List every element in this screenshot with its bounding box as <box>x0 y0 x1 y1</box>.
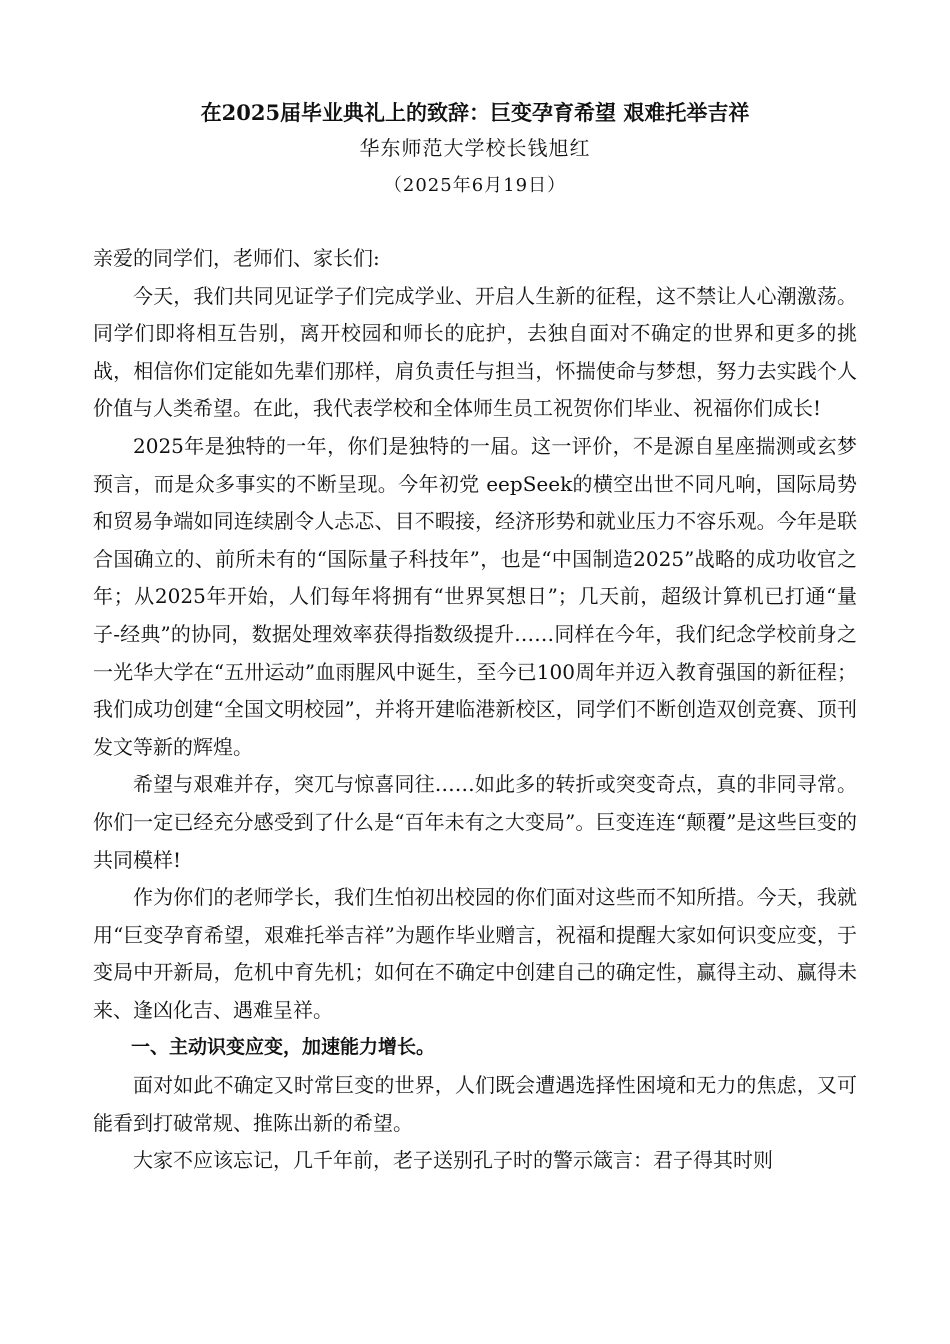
paragraph: 今天，我们共同见证学子们完成学业、开启人生新的征程，这不禁让人心潮激荡。同学们即将相互告别，离开校园和师长的庇护，去独自面对不确定的世界和更多的挑战，相信你们定能如先辈们那样，肩负责任与担当，怀揣使命与梦想，努力去实践个人价值与人类希望。在此，我代表学校和全体师生员工祝贺你们毕业、祝福你们成长! <box>93 283 857 421</box>
document-title: 在2025届毕业典礼上的致辞：巨变孕育希望 艰难托举吉祥 <box>200 100 750 125</box>
paragraph: 作为你们的老师学长，我们生怕初出校园的你们面对这些而不知所措。今天，我就用“巨变孕育希望，艰难托举吉祥”为题作毕业赠言，祝福和提醒大家如何识变应变，于变局中开新局，危机中育先机；如何在不确定中创建自己的确定性，赢得主动、赢得未来、逢凶化吉、遇难呈祥。 <box>93 885 857 1022</box>
paragraph: 大家不应该忘记，几千年前，老子送别孔子时的警示箴言：君子得其时则 <box>133 1148 773 1173</box>
paragraph: 2025年是独特的一年，你们是独特的一届。这一评价，不是源自星座揣测或玄梦预言，而是众多事实的不断呈现。今年初党 eepSeek的横空出世不同凡响，国际局势和贸易争端如同连续剧令人忐忑、目不暇接，经济形势和就业压力不容乐观。今年是联合国确立的、前所未有的“国际量子科技年”，也是“中国制造2025”战略的成功收官之年；从2025年开始，人们每年将拥有“世界冥想日”；几天前，超级计算机已打通“量子-经典”的协同，数据处理效率获得指数级提升……同样在今年，我们纪念学校前身之一光华大学在“五卅运动”血雨腥风中诞生，至今已100周年并迈入教育强国的新征程；我们成功创建“全国文明校园”，并将开建临港新校区，同学们不断创造双创竞赛、顶刊发文等新的辉煌。 <box>93 433 857 759</box>
salutation: 亲爱的同学们，老师们、家长们: <box>93 246 380 270</box>
section-heading: 一、主动识变应变，加速能力增长。 <box>131 1036 436 1059</box>
paragraph: 面对如此不确定又时常巨变的世界，人们既会遭遇选择性困境和无力的焦虑，又可能看到打破常规、推陈出新的希望。 <box>93 1073 857 1135</box>
author-line: 华东师范大学校长钱旭红 <box>359 136 591 160</box>
date-line: （2025年6月19日） <box>383 175 567 196</box>
document-body <box>93 240 857 1180</box>
paragraph: 希望与艰难并存，突兀与惊喜同往……如此多的转折或突变奇点，真的非同寻常。你们一定已经充分感受到了什么是“百年未有之大变局”。巨变连连“颠覆”是这些巨变的共同模样! <box>93 772 857 872</box>
